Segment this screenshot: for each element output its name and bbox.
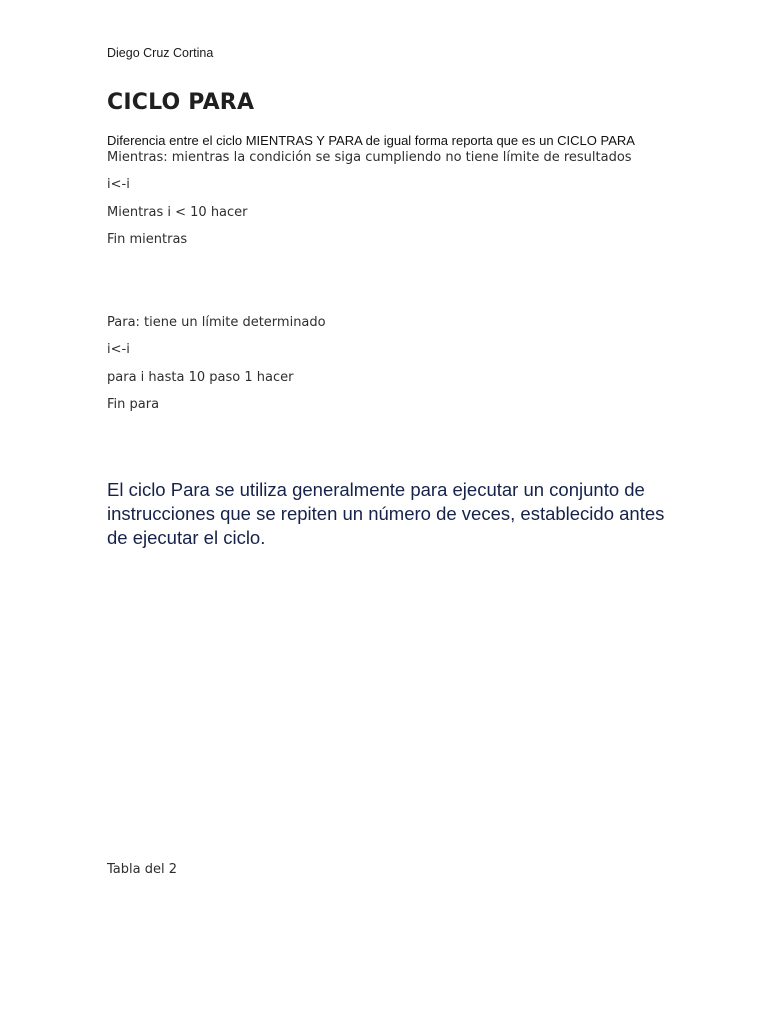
page-title: CICLO PARA — [107, 90, 255, 115]
mientras-code-line: i<-i — [107, 177, 130, 192]
para-description: Para: tiene un límite determinado — [107, 315, 326, 330]
mientras-code-line: Fin mientras — [107, 232, 188, 247]
table-label: Tabla del 2 — [107, 862, 177, 877]
mientras-description: Mientras: mientras la condición se siga cumpliendo no tiene límite de resultados — [107, 150, 632, 165]
explanation-paragraph: El ciclo Para se utiliza generalmente para ejecutar un conjunto de instrucciones que se repiten un número de veces, establecido antes de ejecutar el ciclo. — [107, 479, 665, 548]
subtitle-text: Diferencia entre el ciclo MIENTRAS Y PARA de igual forma reporta que es un CICLO PARA — [107, 133, 635, 148]
mientras-code-line: Mientras i < 10 hacer — [107, 205, 248, 220]
para-code-line: Fin para — [107, 397, 160, 412]
author-name: Diego Cruz Cortina — [107, 46, 214, 60]
para-code-line: i<-i — [107, 342, 130, 357]
para-code-line: para i hasta 10 paso 1 hacer — [107, 370, 294, 385]
